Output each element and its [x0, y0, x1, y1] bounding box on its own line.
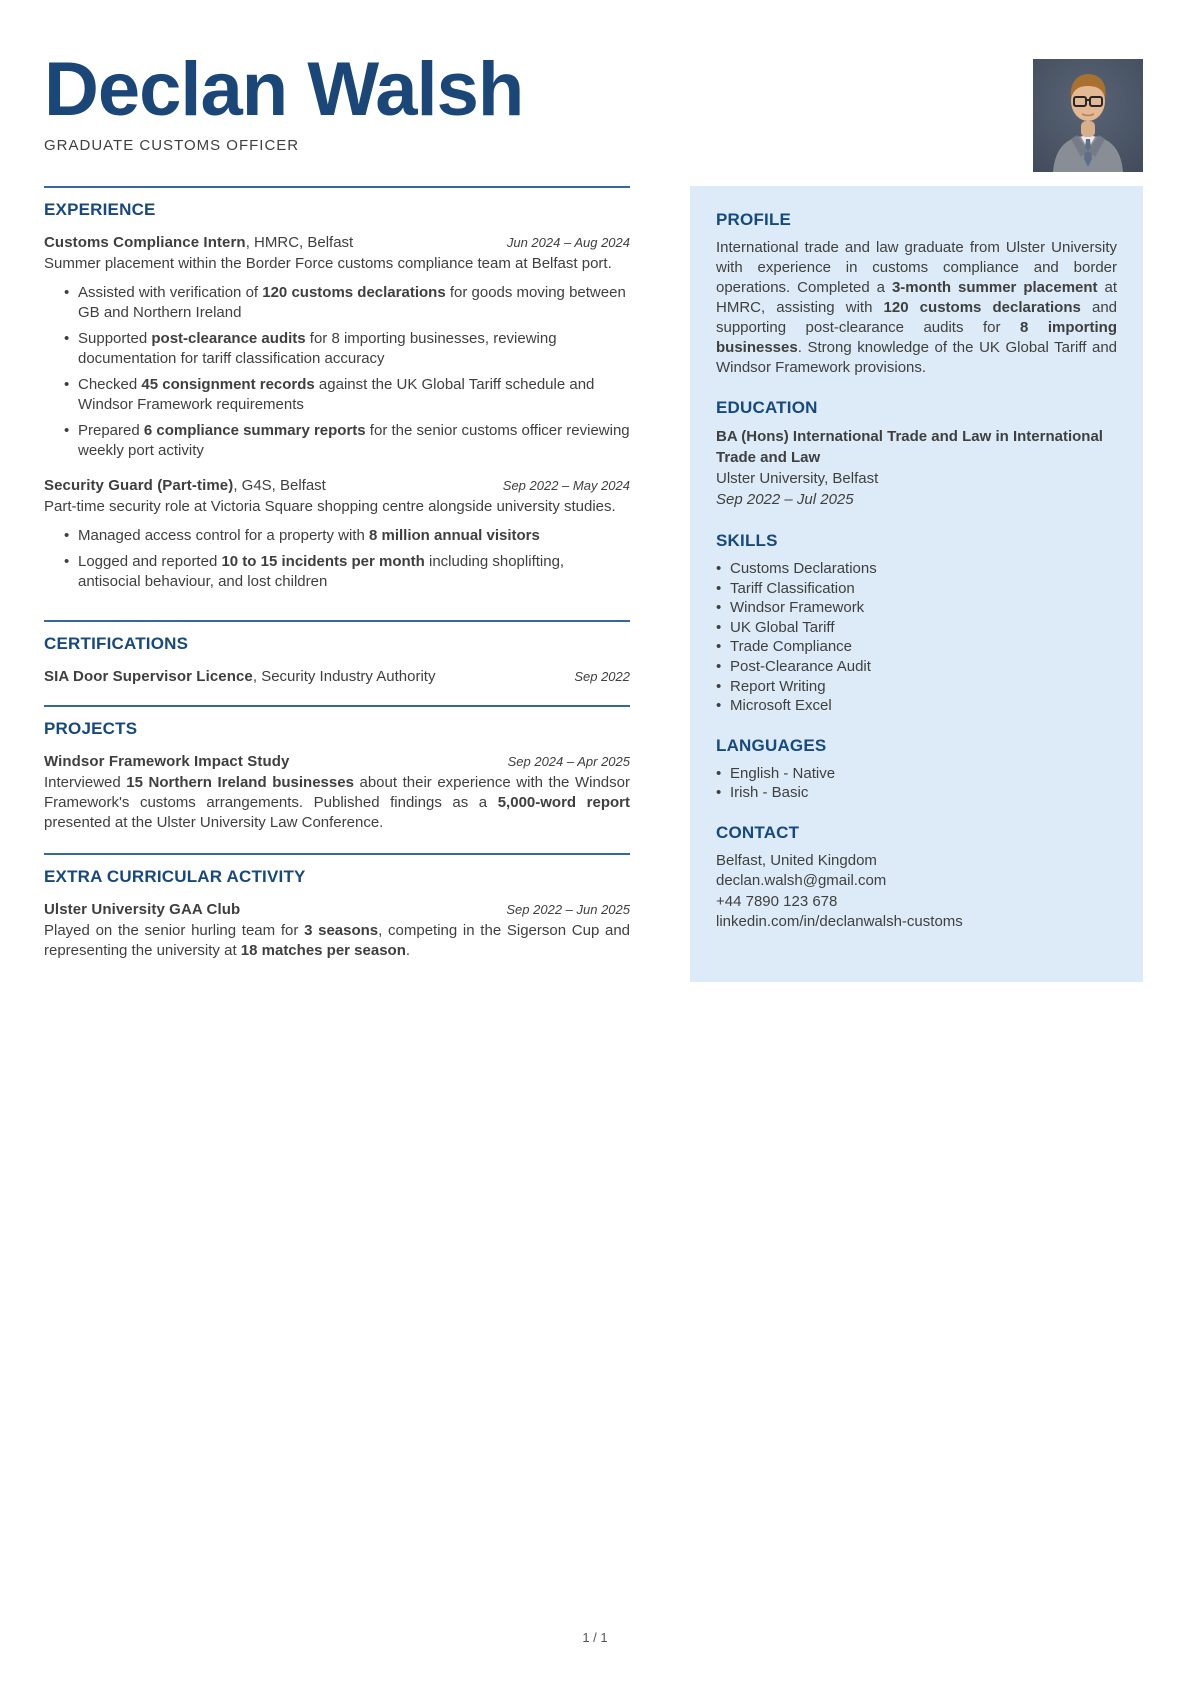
job-bullet-list [44, 526, 630, 592]
profile-text: International trade and law graduate from Ulster University with experience in customs compliance and border operations. Completed a 3-month summer placement at HMRC, assisting with 120 customs declarations and supporting post-clearance audits for 8 importing businesses. Strong knowledge of the UK Global Tariff and Windsor Framework provisions. [716, 239, 1118, 376]
skill-item: • Microsoft Excel [716, 696, 1117, 716]
projects-heading: PROJECTS [44, 719, 138, 738]
activity-title-text: Ulster University GAA Club [44, 901, 241, 918]
extra-curricular-heading: EXTRA CURRICULAR ACTIVITY [44, 867, 306, 886]
experience-entry [44, 234, 630, 461]
content-columns [44, 186, 1143, 982]
education-degree: BA (Hons) International Trade and Law in International Trade and Law [716, 428, 1103, 466]
skill-item: • Trade Compliance [716, 637, 1117, 657]
certifications-section [44, 634, 630, 705]
project-entry [44, 753, 630, 833]
page-indicator: 1 / 1 [582, 1630, 608, 1645]
contact-linkedin: linkedin.com/in/declanwalsh-customs [716, 913, 963, 931]
entry-title [44, 477, 326, 494]
job-bullet: • Checked 45 consignment records against the UK Global Tariff schedule and Windsor Framework requirements [64, 375, 630, 415]
language-item: • Irish - Basic [716, 783, 1117, 803]
contact-phone: +44 7890 123 678 [716, 892, 838, 910]
skills-heading: SKILLS [716, 531, 778, 550]
entry-title [44, 234, 353, 251]
job-meta-text: , HMRC, Belfast [245, 234, 354, 251]
job-bullet: • Supported post-clearance audits for 8 importing businesses, reviewing documentation for tariff classification accuracy [64, 329, 630, 369]
languages-list [716, 764, 1117, 803]
job-title-text: Customs Compliance Intern [44, 234, 246, 251]
job-bullet: • Assisted with verification of 120 customs declarations for goods moving between GB and Northern Ireland [64, 283, 630, 323]
education-heading: EDUCATION [716, 398, 818, 417]
contact-heading: CONTACT [716, 822, 800, 842]
experience-section [44, 200, 630, 620]
skill-item: • Customs Declarations [716, 559, 1117, 579]
skill-item: • Post-Clearance Audit [716, 657, 1117, 677]
activity-description: Played on the senior hurling team for 3 seasons, competing in the Sigerson Cup and representing the university at 18 matches per season. [44, 922, 631, 959]
extra-curricular-entry [44, 901, 630, 961]
section-divider [44, 186, 630, 188]
job-bullet-list [44, 283, 630, 461]
skill-item: • Report Writing [716, 677, 1117, 697]
entry-date: Sep 2022 – Jun 2025 [506, 902, 630, 917]
project-description: Interviewed 15 Northern Ireland businesses about their experience with the Windsor Framework's customs arrangements. Published findings as a 5,000-word report presented at the Ulster University Law Conference. [44, 774, 630, 831]
skill-item: • UK Global Tariff [716, 618, 1117, 638]
project-title-text: Windsor Framework Impact Study [44, 753, 290, 770]
candidate-job-title: GRADUATE CUSTOMS OFFICER [44, 137, 300, 154]
job-bullet: • Logged and reported 10 to 15 incidents per month including shoplifting, antisocial behaviour, and lost children [64, 552, 630, 592]
contact-email: declan.walsh@gmail.com [716, 872, 887, 890]
sidebar-panel [690, 186, 1143, 982]
skill-item: • Tariff Classification [716, 579, 1117, 599]
job-title-text: Security Guard (Part-time) [44, 477, 234, 494]
certification-title-text: SIA Door Supervisor Licence [44, 668, 253, 685]
entry-date: Sep 2022 [574, 669, 630, 684]
education-date: Sep 2022 – Jul 2025 [716, 491, 854, 508]
skills-list [716, 559, 1117, 716]
header [44, 47, 524, 154]
job-summary: Summer placement within the Border Force customs compliance team at Belfast port. [44, 255, 612, 272]
language-item: • English - Native [716, 764, 1117, 784]
extra-curricular-section [44, 867, 630, 981]
entry-title [44, 753, 289, 770]
job-summary: Part-time security role at Victoria Square shopping centre alongside university studies. [44, 498, 616, 515]
entry-date: Sep 2024 – Apr 2025 [507, 754, 630, 769]
main-column [44, 186, 630, 982]
experience-heading: EXPERIENCE [44, 200, 156, 219]
contact-location: Belfast, United Kingdom [716, 851, 877, 869]
certifications-heading: CERTIFICATIONS [44, 634, 189, 653]
projects-section [44, 719, 630, 853]
skill-item: • Windsor Framework [716, 598, 1117, 618]
entry-date: Sep 2022 – May 2024 [502, 478, 630, 493]
profile-heading: PROFILE [716, 210, 792, 229]
section-divider [44, 620, 630, 622]
section-divider [44, 705, 630, 707]
experience-entry [44, 477, 630, 592]
education-school: Ulster University, Belfast [716, 470, 879, 487]
certification-meta-text: , Security Industry Authority [252, 668, 436, 685]
certification-entry [44, 668, 630, 685]
job-bullet: • Managed access control for a property with 8 million annual visitors [64, 526, 630, 546]
profile-photo [1033, 59, 1143, 172]
entry-date: Jun 2024 – Aug 2024 [506, 235, 630, 250]
candidate-name: Declan Walsh [44, 47, 524, 132]
job-meta-text: , G4S, Belfast [233, 477, 326, 494]
entry-title [44, 901, 240, 918]
entry-title [44, 668, 435, 685]
section-divider [44, 853, 630, 855]
job-bullet: • Prepared 6 compliance summary reports for the senior customs officer reviewing weekly port activity [64, 421, 630, 461]
languages-heading: LANGUAGES [716, 735, 827, 755]
